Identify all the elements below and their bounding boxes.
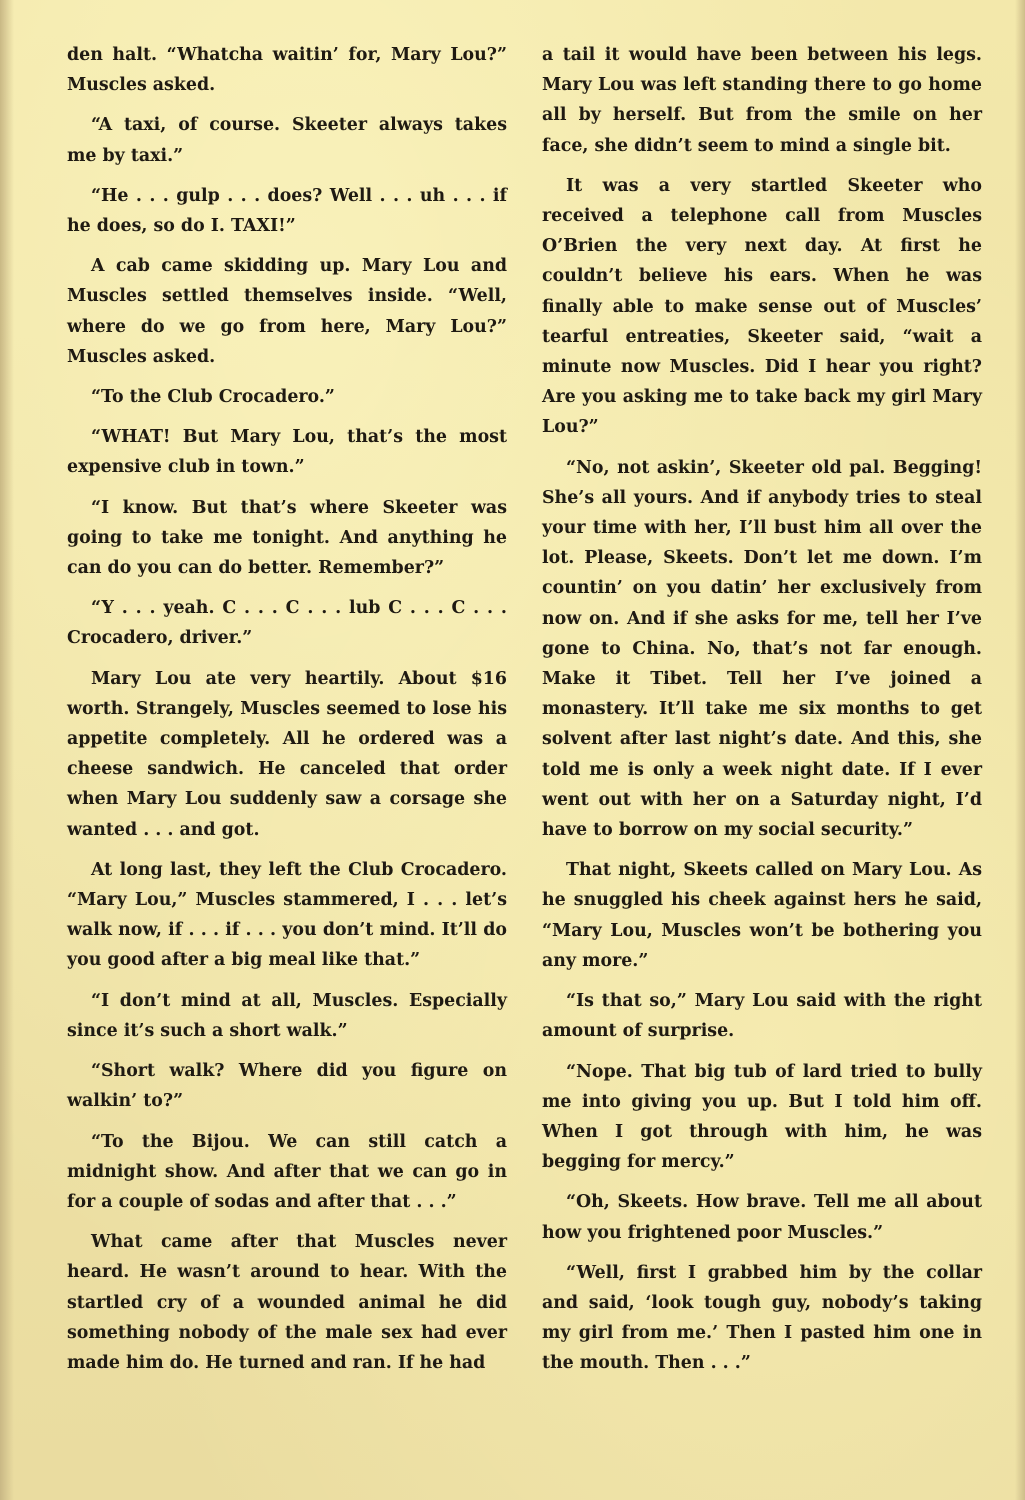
page-edge-shadow-right (1015, 0, 1025, 1500)
paragraph: “Is that so,” Mary Lou said with the right amount of surprise. (542, 991, 982, 1042)
text-column-right (542, 40, 982, 1389)
paragraph: “Well, first I grabbed him by the collar and said, ‘look tough guy, nobody’s taking my girl from me.’ Then I pasted him one in the mouth. Then . . .” (542, 1262, 982, 1374)
paragraph: It was a very startled Skeeter who received a telephone call from Muscles O’Brien the very next day. At first he couldn’t believe his ears. When he was finally able to make sense out of Muscles’ tearful entreaties, Skeeter said, “wait a minute now Muscles. Did I hear you right? Are you asking me to take back my girl Mary Lou?” (542, 175, 982, 438)
page-edge-shadow-left (0, 0, 14, 1500)
paragraph: “No, not askin’, Skeeter old pal. Begging! She’s all yours. And if anybody tries to steal your time with her, I’ll bust him all over the lot. Please, Skeets. Don’t let me down. I’m countin’ on you datin’ her exclusively from now on. And if she asks for me, tell her I’ve gone to China. No, that’s not far enough. Make it Tibet. Tell her I’ve joined a monastery. It’ll take me six months to get solvent after last night’s date. And this, she told me is only a week night date. If I ever went out with her on a Saturday night, I’d have to borrow on my social security.” (542, 457, 982, 841)
paragraph: “A taxi, of course. Skeeter always takes me by taxi.” (67, 115, 507, 166)
paragraph: Mary Lou ate very heartily. About $16 worth. Strangely, Muscles seemed to lose his appetite completely. All he ordered was a cheese sandwich. He canceled that order when Mary Lou suddenly saw a corsage she wanted . . . and got. (67, 668, 507, 840)
paragraph: “WHAT! But Mary Lou, that’s the most expensive club in town.” (67, 427, 507, 478)
paragraph: “Y . . . yeah. C . . . C . . . lub C . . . C . . . Crocadero, driver.” (67, 598, 507, 649)
paragraph: “Short walk? Where did you figure on walkin’ to?” (67, 1061, 507, 1112)
paragraph: “I know. But that’s where Skeeter was going to take me tonight. And anything he can do you can do better. Remember?” (67, 497, 507, 579)
text-column-left (67, 40, 507, 1388)
paragraph: That night, Skeets called on Mary Lou. As he snuggled his cheek against hers he said, “Mary Lou, Muscles won’t be bothering you any more.” (542, 860, 982, 971)
paragraph: “He . . . gulp . . . does? Well . . . uh . . . if he does, so do I. TAXI!” (67, 185, 507, 237)
paragraph: den halt. “Whatcha waitin’ for, Mary Lou?” Muscles asked. (67, 45, 507, 96)
paragraph: “I don’t mind at all, Muscles. Especially since it’s such a short walk.” (67, 990, 507, 1041)
paragraph: At long last, they left the Club Crocadero. “Mary Lou,” Muscles stammered, I . . . let’s walk now, if . . . if . . . you don’t mind. It’ll do you good after a big meal like that.” (67, 859, 507, 971)
paragraph: “To the Bijou. We can still catch a midnight show. And after that we can go in for a couple of sodas and after that . . .” (67, 1131, 507, 1212)
paragraph: A cab came skidding up. Mary Lou and Muscles settled themselves inside. “Well, where do we go from here, Mary Lou?” Muscles asked. (67, 256, 507, 367)
paragraph: “Nope. That big tub of lard tried to bully me into giving you up. But I told him off. When I got through with him, he was begging for mercy.” (542, 1061, 982, 1173)
paragraph: “Oh, Skeets. How brave. Tell me all about how you frightened poor Muscles.” (542, 1192, 982, 1243)
paragraph: “To the Club Crocadero.” (91, 387, 335, 408)
paragraph: a tail it would have been between his legs. Mary Lou was left standing there to go home all by herself. But from the smile on her face, she didn’t seem to mind a single bit. (542, 45, 982, 156)
paragraph: What came after that Muscles never heard. He wasn’t around to hear. With the startled cry of a wounded animal he did something nobody of the male sex had ever made him do. He turned and ran. If he had (67, 1232, 507, 1373)
